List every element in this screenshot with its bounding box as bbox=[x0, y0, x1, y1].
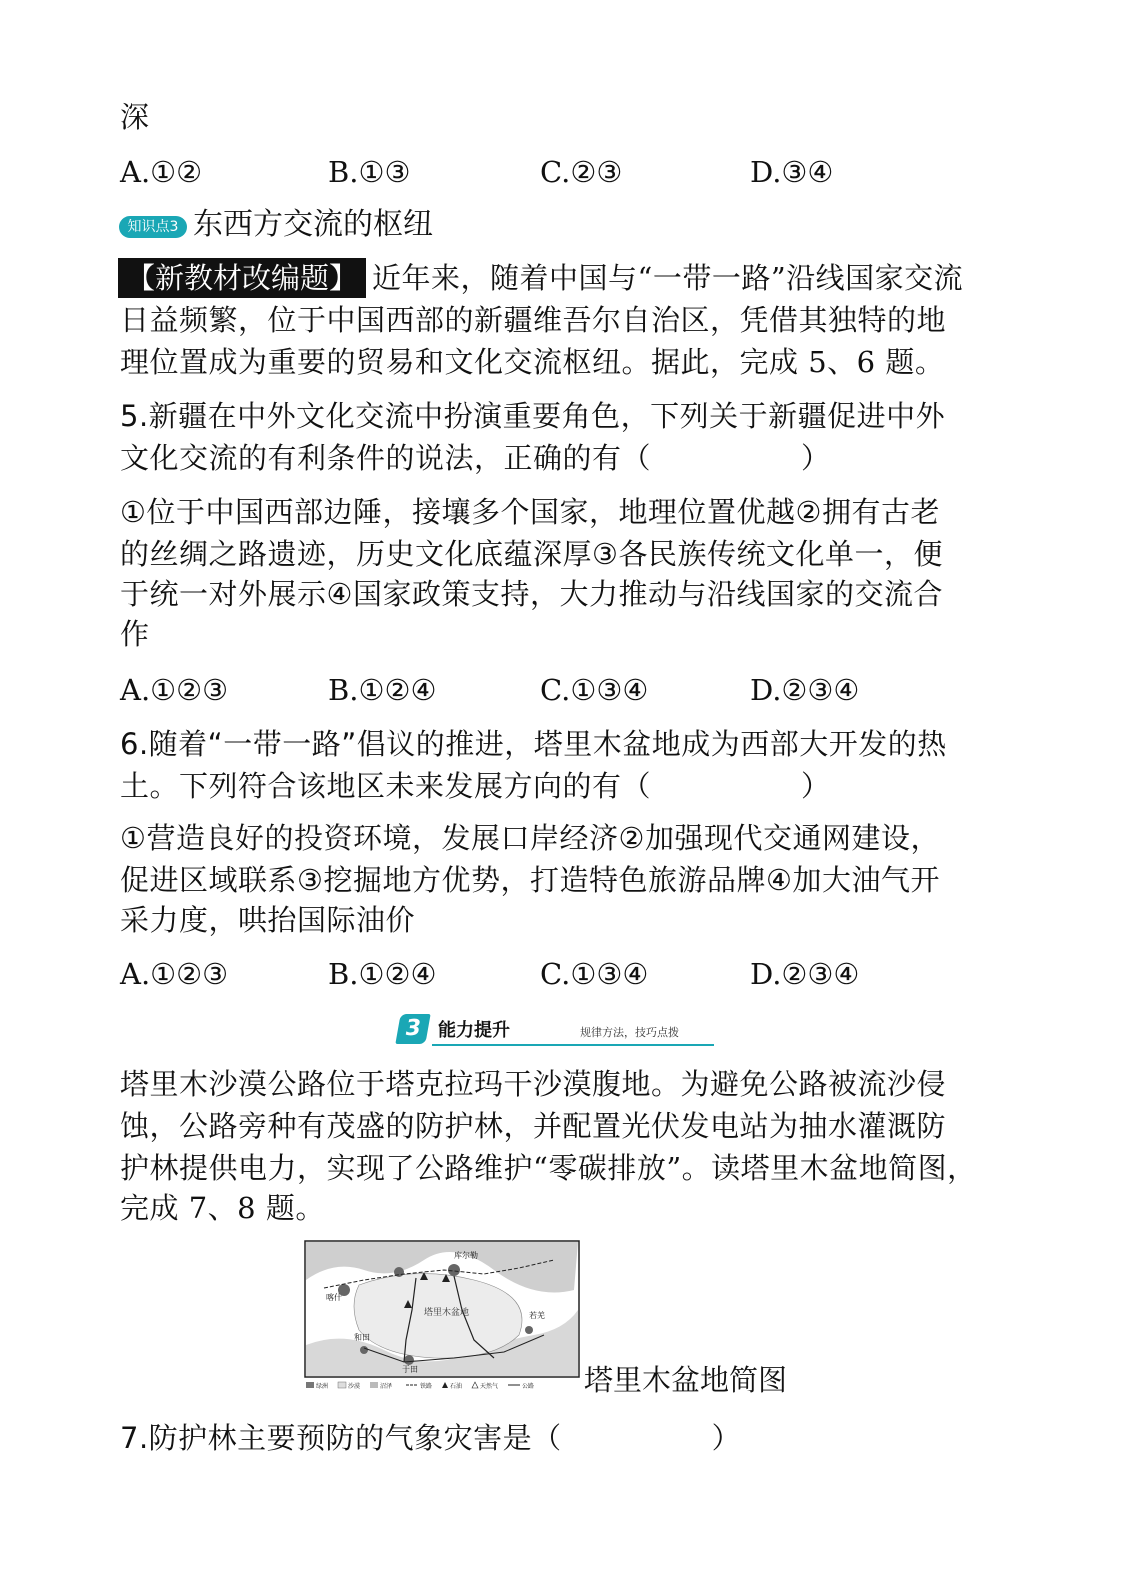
svg-text:天然气: 天然气 bbox=[480, 1383, 499, 1390]
q6-statement-line-2: 促进区域联系③挖掘地方优势，打造特色旅游品牌④加大油气开 bbox=[120, 863, 940, 897]
svg-text:公路: 公路 bbox=[522, 1383, 535, 1390]
section-header bbox=[398, 1012, 718, 1052]
q5-stem-line-1: 5.新疆在中外文化交流中扮演重要角色，下列关于新疆促进中外 bbox=[120, 399, 946, 433]
map-label-kashgar: 喀什 bbox=[326, 1293, 342, 1302]
intro-line-1: 近年来，随着中国与“一带一路”沿线国家交流 bbox=[372, 261, 964, 295]
knowledge-point-badge: 知识点3 bbox=[119, 216, 187, 238]
svg-text:沼泽: 沼泽 bbox=[380, 1383, 393, 1390]
q5-stem-line-2 bbox=[120, 438, 831, 478]
passage-line-2: 蚀，公路旁种有茂盛的防护林，并配置光伏发电站为抽水灌溉防 bbox=[120, 1109, 947, 1143]
knowledge-point-title: 东西方交流的枢纽 bbox=[193, 207, 433, 242]
q5-statement-line-3: 于统一对外展示④国家政策支持，大力推动与沿线国家的交流合 bbox=[120, 577, 943, 611]
q5-statement-line-1: ①位于中国西部边陲，接壤多个国家，地理位置优越②拥有古老 bbox=[120, 495, 940, 529]
map-label-korla: 库尔勒 bbox=[454, 1251, 478, 1260]
intro-line-2: 日益频繁，位于中国西部的新疆维吾尔自治区，凭借其独特的地 bbox=[120, 303, 947, 337]
q5-option-a[interactable]: A.①②③ bbox=[120, 673, 229, 707]
q7-stem bbox=[120, 1418, 741, 1458]
q5-option-b[interactable]: B.①②④ bbox=[328, 673, 437, 707]
q6-stem-line-1: 6.随着“一带一路”倡议的推进，塔里木盆地成为西部大开发的热 bbox=[120, 727, 947, 761]
section-number-badge: 3 bbox=[395, 1014, 430, 1044]
q7-close-paren: ） bbox=[711, 1421, 742, 1455]
map-legend bbox=[306, 1382, 534, 1390]
svg-text:绿洲: 绿洲 bbox=[316, 1383, 329, 1390]
previous-question-fragment: 深 bbox=[120, 100, 150, 134]
passage-line-1: 塔里木沙漠公路位于塔克拉玛干沙漠腹地。为避免公路被流沙侵 bbox=[120, 1067, 947, 1101]
q4-option-a[interactable]: A.①② bbox=[120, 155, 203, 189]
tarim-basin-map bbox=[304, 1240, 580, 1392]
map-label-ruoqiang: 若羌 bbox=[529, 1311, 545, 1320]
q4-option-d[interactable]: D.③④ bbox=[750, 155, 834, 189]
q6-option-c[interactable]: C.①③④ bbox=[540, 957, 649, 991]
map-label-yutian: 于田 bbox=[402, 1365, 418, 1374]
section-title: 能力提升 bbox=[438, 1020, 510, 1041]
q6-option-a[interactable]: A.①②③ bbox=[120, 957, 229, 991]
q7-stem-text: 7.防护林主要预防的气象灾害是（ bbox=[120, 1421, 562, 1455]
q5-stem-text: 文化交流的有利条件的说法，正确的有（ bbox=[120, 441, 652, 475]
map-caption: 塔里木盆地简图 bbox=[584, 1363, 788, 1397]
intro-line-3: 理位置成为重要的贸易和文化交流枢纽。据此，完成 5、6 题。 bbox=[120, 345, 945, 379]
q6-statement-line-3: 采力度，哄抬国际油价 bbox=[120, 903, 416, 937]
map-label-hotan: 和田 bbox=[354, 1333, 370, 1342]
svg-text:沙漠: 沙漠 bbox=[348, 1383, 361, 1390]
q5-option-d[interactable]: D.②③④ bbox=[750, 673, 860, 707]
passage-line-4: 完成 7、8 题。 bbox=[120, 1191, 325, 1225]
q5-statement-line-4: 作 bbox=[120, 617, 150, 651]
q6-option-d[interactable]: D.②③④ bbox=[750, 957, 860, 991]
q6-stem-text: 土。下列符合该地区未来发展方向的有（ bbox=[120, 769, 652, 803]
svg-text:石油: 石油 bbox=[450, 1383, 463, 1390]
source-tag: 【新教材改编题】 bbox=[118, 258, 366, 298]
q5-statement-line-2: 的丝绸之路遗迹，历史文化底蕴深厚③各民族传统文化单一，便 bbox=[120, 537, 943, 571]
q4-option-b[interactable]: B.①③ bbox=[328, 155, 411, 189]
q5-close-paren: ） bbox=[801, 441, 831, 475]
section-subtitle: 规律方法，技巧点拨 bbox=[580, 1026, 679, 1039]
map-label-tarim: 塔里木盆地 bbox=[424, 1308, 470, 1318]
q6-statement-line-1: ①营造良好的投资环境，发展口岸经济②加强现代交通网建设， bbox=[120, 821, 940, 855]
q6-option-b[interactable]: B.①②④ bbox=[328, 957, 437, 991]
q6-stem-line-2 bbox=[120, 766, 831, 806]
passage-line-3: 护林提供电力，实现了公路维护“零碳排放”。读塔里木盆地简图， bbox=[120, 1151, 977, 1185]
q5-option-c[interactable]: C.①③④ bbox=[540, 673, 649, 707]
q6-close-paren: ） bbox=[801, 769, 831, 803]
q4-option-c[interactable]: C.②③ bbox=[540, 155, 623, 189]
svg-text:铁路: 铁路 bbox=[420, 1383, 433, 1390]
section-rule bbox=[432, 1044, 714, 1046]
